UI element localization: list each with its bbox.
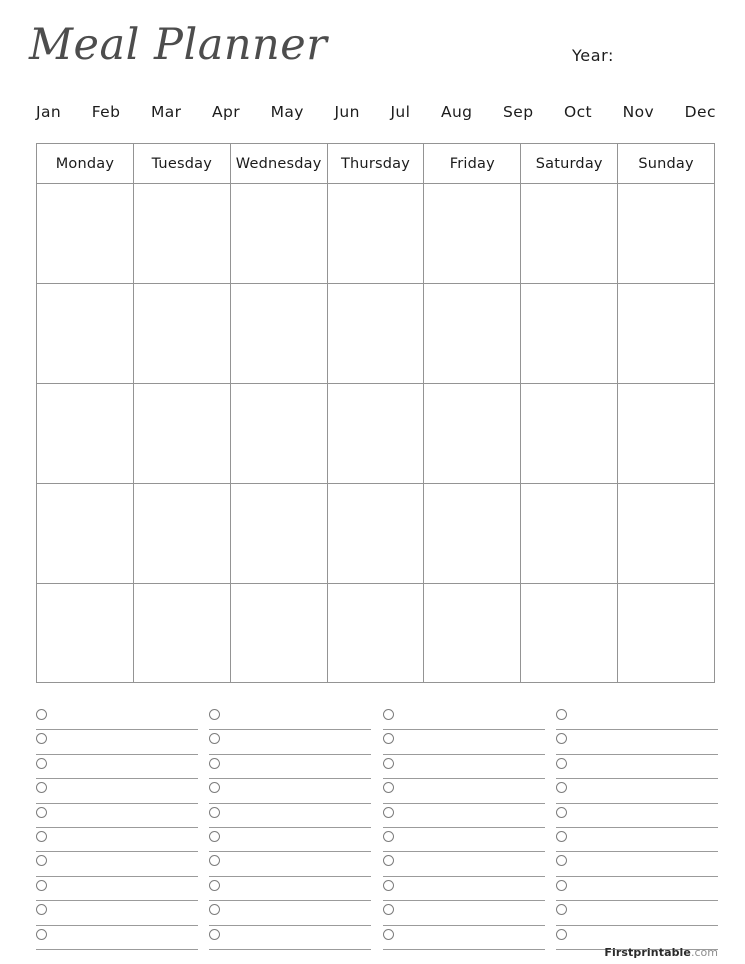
checklist-row <box>556 877 718 901</box>
calendar-cell[interactable] <box>37 384 134 484</box>
calendar-cell[interactable] <box>231 184 328 284</box>
calendar-cell[interactable] <box>328 384 425 484</box>
checkbox-circle-icon[interactable] <box>36 782 47 793</box>
checkbox-circle-icon[interactable] <box>556 758 567 769</box>
checkbox-circle-icon[interactable] <box>209 831 220 842</box>
calendar-cell[interactable] <box>134 584 231 683</box>
checklist-row <box>383 706 545 730</box>
calendar-cell[interactable] <box>231 384 328 484</box>
checkbox-circle-icon[interactable] <box>209 758 220 769</box>
calendar-week-row <box>37 184 715 284</box>
checkbox-circle-icon[interactable] <box>556 807 567 818</box>
month-jun[interactable]: Jun <box>334 103 360 121</box>
calendar-cell[interactable] <box>328 184 425 284</box>
calendar-cell[interactable] <box>424 184 521 284</box>
checklist-area <box>36 706 718 951</box>
day-header-friday: Friday <box>424 144 521 184</box>
checkbox-circle-icon[interactable] <box>209 855 220 866</box>
checkbox-circle-icon[interactable] <box>36 807 47 818</box>
calendar-cell[interactable] <box>521 184 618 284</box>
calendar-cell[interactable] <box>521 584 618 683</box>
checkbox-circle-icon[interactable] <box>36 709 47 720</box>
calendar-cell[interactable] <box>424 284 521 384</box>
checkbox-circle-icon[interactable] <box>209 807 220 818</box>
checklist-row <box>556 779 718 803</box>
checkbox-circle-icon[interactable] <box>556 855 567 866</box>
calendar-cell[interactable] <box>134 284 231 384</box>
checklist-row <box>209 852 371 876</box>
calendar-cell[interactable] <box>328 484 425 584</box>
footer-brand-name: Firstprintable <box>604 946 691 959</box>
month-feb[interactable]: Feb <box>91 103 121 121</box>
checklist-row <box>36 755 198 779</box>
calendar-week-row <box>37 484 715 584</box>
checkbox-circle-icon[interactable] <box>209 733 220 744</box>
checkbox-circle-icon[interactable] <box>383 733 394 744</box>
year-field-label[interactable]: Year: <box>572 46 614 65</box>
calendar-cell[interactable] <box>37 584 134 683</box>
checkbox-circle-icon[interactable] <box>209 904 220 915</box>
calendar-cell[interactable] <box>424 384 521 484</box>
checklist-column <box>556 706 718 951</box>
checkbox-circle-icon[interactable] <box>383 831 394 842</box>
checkbox-circle-icon[interactable] <box>556 782 567 793</box>
checklist-row <box>383 779 545 803</box>
checkbox-circle-icon[interactable] <box>556 904 567 915</box>
checklist-row <box>36 877 198 901</box>
checklist-row <box>383 877 545 901</box>
checkbox-circle-icon[interactable] <box>36 733 47 744</box>
month-apr[interactable]: Apr <box>211 103 240 121</box>
checkbox-circle-icon[interactable] <box>383 880 394 891</box>
checkbox-circle-icon[interactable] <box>383 807 394 818</box>
checklist-row <box>36 779 198 803</box>
calendar-grid <box>36 143 715 683</box>
day-header-tuesday: Tuesday <box>134 144 231 184</box>
month-may[interactable]: May <box>270 103 304 121</box>
checkbox-circle-icon[interactable] <box>556 831 567 842</box>
checklist-row <box>383 828 545 852</box>
checkbox-circle-icon[interactable] <box>36 758 47 769</box>
checklist-row <box>209 730 371 754</box>
day-header-thursday: Thursday <box>328 144 425 184</box>
day-header-monday: Monday <box>37 144 134 184</box>
checklist-row <box>36 730 198 754</box>
calendar-week-row <box>37 284 715 384</box>
calendar-cell[interactable] <box>618 284 715 384</box>
checklist-row <box>383 730 545 754</box>
checkbox-circle-icon[interactable] <box>36 831 47 842</box>
checklist-row <box>209 901 371 925</box>
checklist-row <box>209 804 371 828</box>
calendar-cell[interactable] <box>328 284 425 384</box>
month-sep[interactable]: Sep <box>503 103 534 121</box>
checkbox-circle-icon[interactable] <box>36 855 47 866</box>
page-title: Meal Planner <box>29 20 328 70</box>
calendar-cell[interactable] <box>521 284 618 384</box>
footer-watermark <box>0 946 745 959</box>
checklist-row <box>209 779 371 803</box>
checklist-column <box>209 706 371 951</box>
checklist-row <box>209 828 371 852</box>
calendar-cell[interactable] <box>328 584 425 683</box>
checklist-column <box>383 706 545 951</box>
calendar-header-row <box>37 144 715 184</box>
checklist-row <box>36 706 198 730</box>
calendar-cell[interactable] <box>618 384 715 484</box>
checklist-row <box>383 804 545 828</box>
calendar-cell[interactable] <box>37 184 134 284</box>
checkbox-circle-icon[interactable] <box>556 709 567 720</box>
checkbox-circle-icon[interactable] <box>36 904 47 915</box>
calendar-cell[interactable] <box>37 284 134 384</box>
calendar-cell[interactable] <box>618 584 715 683</box>
checkbox-circle-icon[interactable] <box>209 782 220 793</box>
calendar-cell[interactable] <box>37 484 134 584</box>
month-dec[interactable]: Dec <box>684 103 716 121</box>
checklist-row <box>556 828 718 852</box>
checkbox-circle-icon[interactable] <box>36 929 47 940</box>
checkbox-circle-icon[interactable] <box>556 733 567 744</box>
checklist-row <box>556 852 718 876</box>
day-header-sunday: Sunday <box>618 144 715 184</box>
checkbox-circle-icon[interactable] <box>36 880 47 891</box>
checkbox-circle-icon[interactable] <box>556 929 567 940</box>
footer-brand-tld: .com <box>691 946 718 959</box>
month-oct[interactable]: Oct <box>564 103 593 121</box>
checklist-row <box>383 755 545 779</box>
calendar-cell[interactable] <box>231 284 328 384</box>
month-aug[interactable]: Aug <box>440 103 473 121</box>
calendar-cell[interactable] <box>521 384 618 484</box>
checkbox-circle-icon[interactable] <box>383 709 394 720</box>
calendar-week-row <box>37 584 715 683</box>
checkbox-circle-icon[interactable] <box>209 929 220 940</box>
checkbox-circle-icon[interactable] <box>383 782 394 793</box>
checklist-row <box>36 828 198 852</box>
checklist-column <box>36 706 198 951</box>
checklist-row <box>556 901 718 925</box>
day-header-wednesday: Wednesday <box>231 144 328 184</box>
checklist-row <box>36 901 198 925</box>
checkbox-circle-icon[interactable] <box>383 929 394 940</box>
day-header-saturday: Saturday <box>521 144 618 184</box>
checklist-row <box>36 852 198 876</box>
checkbox-circle-icon[interactable] <box>383 758 394 769</box>
checklist-row <box>209 755 371 779</box>
calendar-cell[interactable] <box>424 584 521 683</box>
checkbox-circle-icon[interactable] <box>209 880 220 891</box>
calendar-cell[interactable] <box>424 484 521 584</box>
month-nov[interactable]: Nov <box>622 103 655 121</box>
month-jan[interactable]: Jan <box>36 103 62 121</box>
calendar-cell[interactable] <box>231 484 328 584</box>
calendar-week-row <box>37 384 715 484</box>
checkbox-circle-icon[interactable] <box>209 709 220 720</box>
checklist-row <box>556 730 718 754</box>
calendar-cell[interactable] <box>231 584 328 683</box>
month-mar[interactable]: Mar <box>150 103 182 121</box>
calendar-cell[interactable] <box>521 484 618 584</box>
checklist-row <box>36 804 198 828</box>
month-jul[interactable]: Jul <box>390 103 411 121</box>
checklist-row <box>556 706 718 730</box>
checklist-row <box>383 901 545 925</box>
calendar-cell[interactable] <box>134 484 231 584</box>
month-selector-row <box>36 99 716 125</box>
calendar-cell[interactable] <box>618 184 715 284</box>
checklist-row <box>209 706 371 730</box>
calendar-cell[interactable] <box>618 484 715 584</box>
checkbox-circle-icon[interactable] <box>383 904 394 915</box>
checklist-row <box>383 852 545 876</box>
checkbox-circle-icon[interactable] <box>383 855 394 866</box>
calendar-cell[interactable] <box>134 384 231 484</box>
checklist-row <box>556 755 718 779</box>
checklist-row <box>209 877 371 901</box>
calendar-cell[interactable] <box>134 184 231 284</box>
checklist-row <box>556 804 718 828</box>
checkbox-circle-icon[interactable] <box>556 880 567 891</box>
